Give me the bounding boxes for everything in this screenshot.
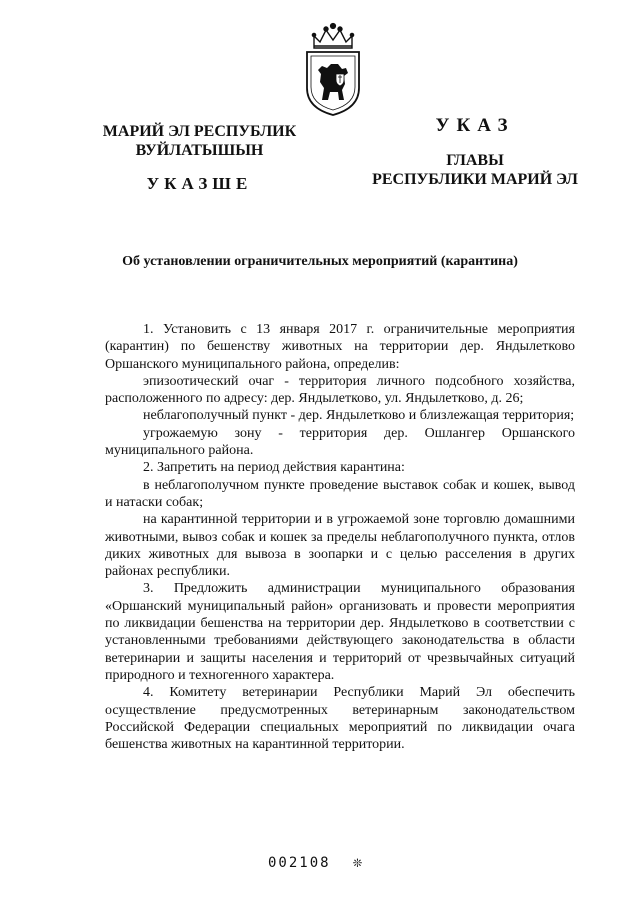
header-right-line2: ГЛАВЫ bbox=[446, 152, 504, 169]
paragraph-6: в неблагополучном пункте проведение выставок собак и кошек, вывод и натаски собак; bbox=[105, 477, 575, 510]
star-mark-icon: ❊ bbox=[353, 853, 365, 871]
coat-of-arms-icon bbox=[300, 22, 366, 118]
paragraph-1: 1. Установить с 13 января 2017 г. ограничительные мероприятия (карантин) по бешенству животных на территории дер. Яндылетково Оршанского муниципального района, определив: bbox=[105, 322, 575, 372]
paragraph-2: эпизоотический очаг - территория личного подсобного хозяйства, расположенного по адресу: дер. Яндылетково, ул. Яндылетково, д. 26; bbox=[105, 373, 575, 407]
paragraph-4: угрожаемую зону - территория дер. Ошлангер Оршанского муниципального района. bbox=[105, 425, 575, 459]
header-right-line1: УКАЗ bbox=[435, 115, 515, 136]
paragraph-8: 3. Предложить администрации муниципального образования «Оршанский муниципальный район» организовать и провести мероприятия по ликвидации бешенства на территории дер. Яндылетково в соответствии с установленными требованиями действующего законодательства в области ветеринарии и защиты населения и территорий от чрезвычайных ситуаций природного и техногенного характера. bbox=[105, 581, 575, 683]
header-right-line3: РЕСПУБЛИКИ МАРИЙ ЭЛ bbox=[372, 171, 578, 188]
paragraph-7: на карантинной территории и в угрожаемой зоне торговлю домашними животными, вывоз собак и кошек за пределы неблагополучного пункта, отлов диких животных для вывоза в зоопарки и с целью расселения в других районах республики. bbox=[105, 512, 575, 580]
document-body bbox=[105, 321, 575, 753]
document-title: Об установлении ограничительных мероприятий (карантина) bbox=[122, 254, 518, 269]
header-left-line1: МАРИЙ ЭЛ РЕСПУБЛИК bbox=[102, 123, 297, 140]
header-left-line3: УКАЗШЕ bbox=[146, 174, 253, 193]
header-left-line2: ВУЙЛАТЫШЫН bbox=[135, 142, 264, 159]
serial-number: 002108 bbox=[268, 855, 331, 871]
paragraph-3: неблагополучный пункт - дер. Яндылетково и близлежащая территория; bbox=[143, 408, 575, 424]
header-right bbox=[360, 116, 590, 189]
paragraph-5: 2. Запретить на период действия карантина: bbox=[143, 460, 405, 476]
header-left bbox=[92, 122, 307, 193]
serial-footer bbox=[268, 853, 364, 871]
paragraph-9: 4. Комитету ветеринарии Республики Марий Эл обеспечить осуществление предусмотренных ветеринарным законодательством Российской Федерации специальных мероприятий по ликвидации очага бешенства животных на карантинной территории. bbox=[105, 685, 575, 753]
